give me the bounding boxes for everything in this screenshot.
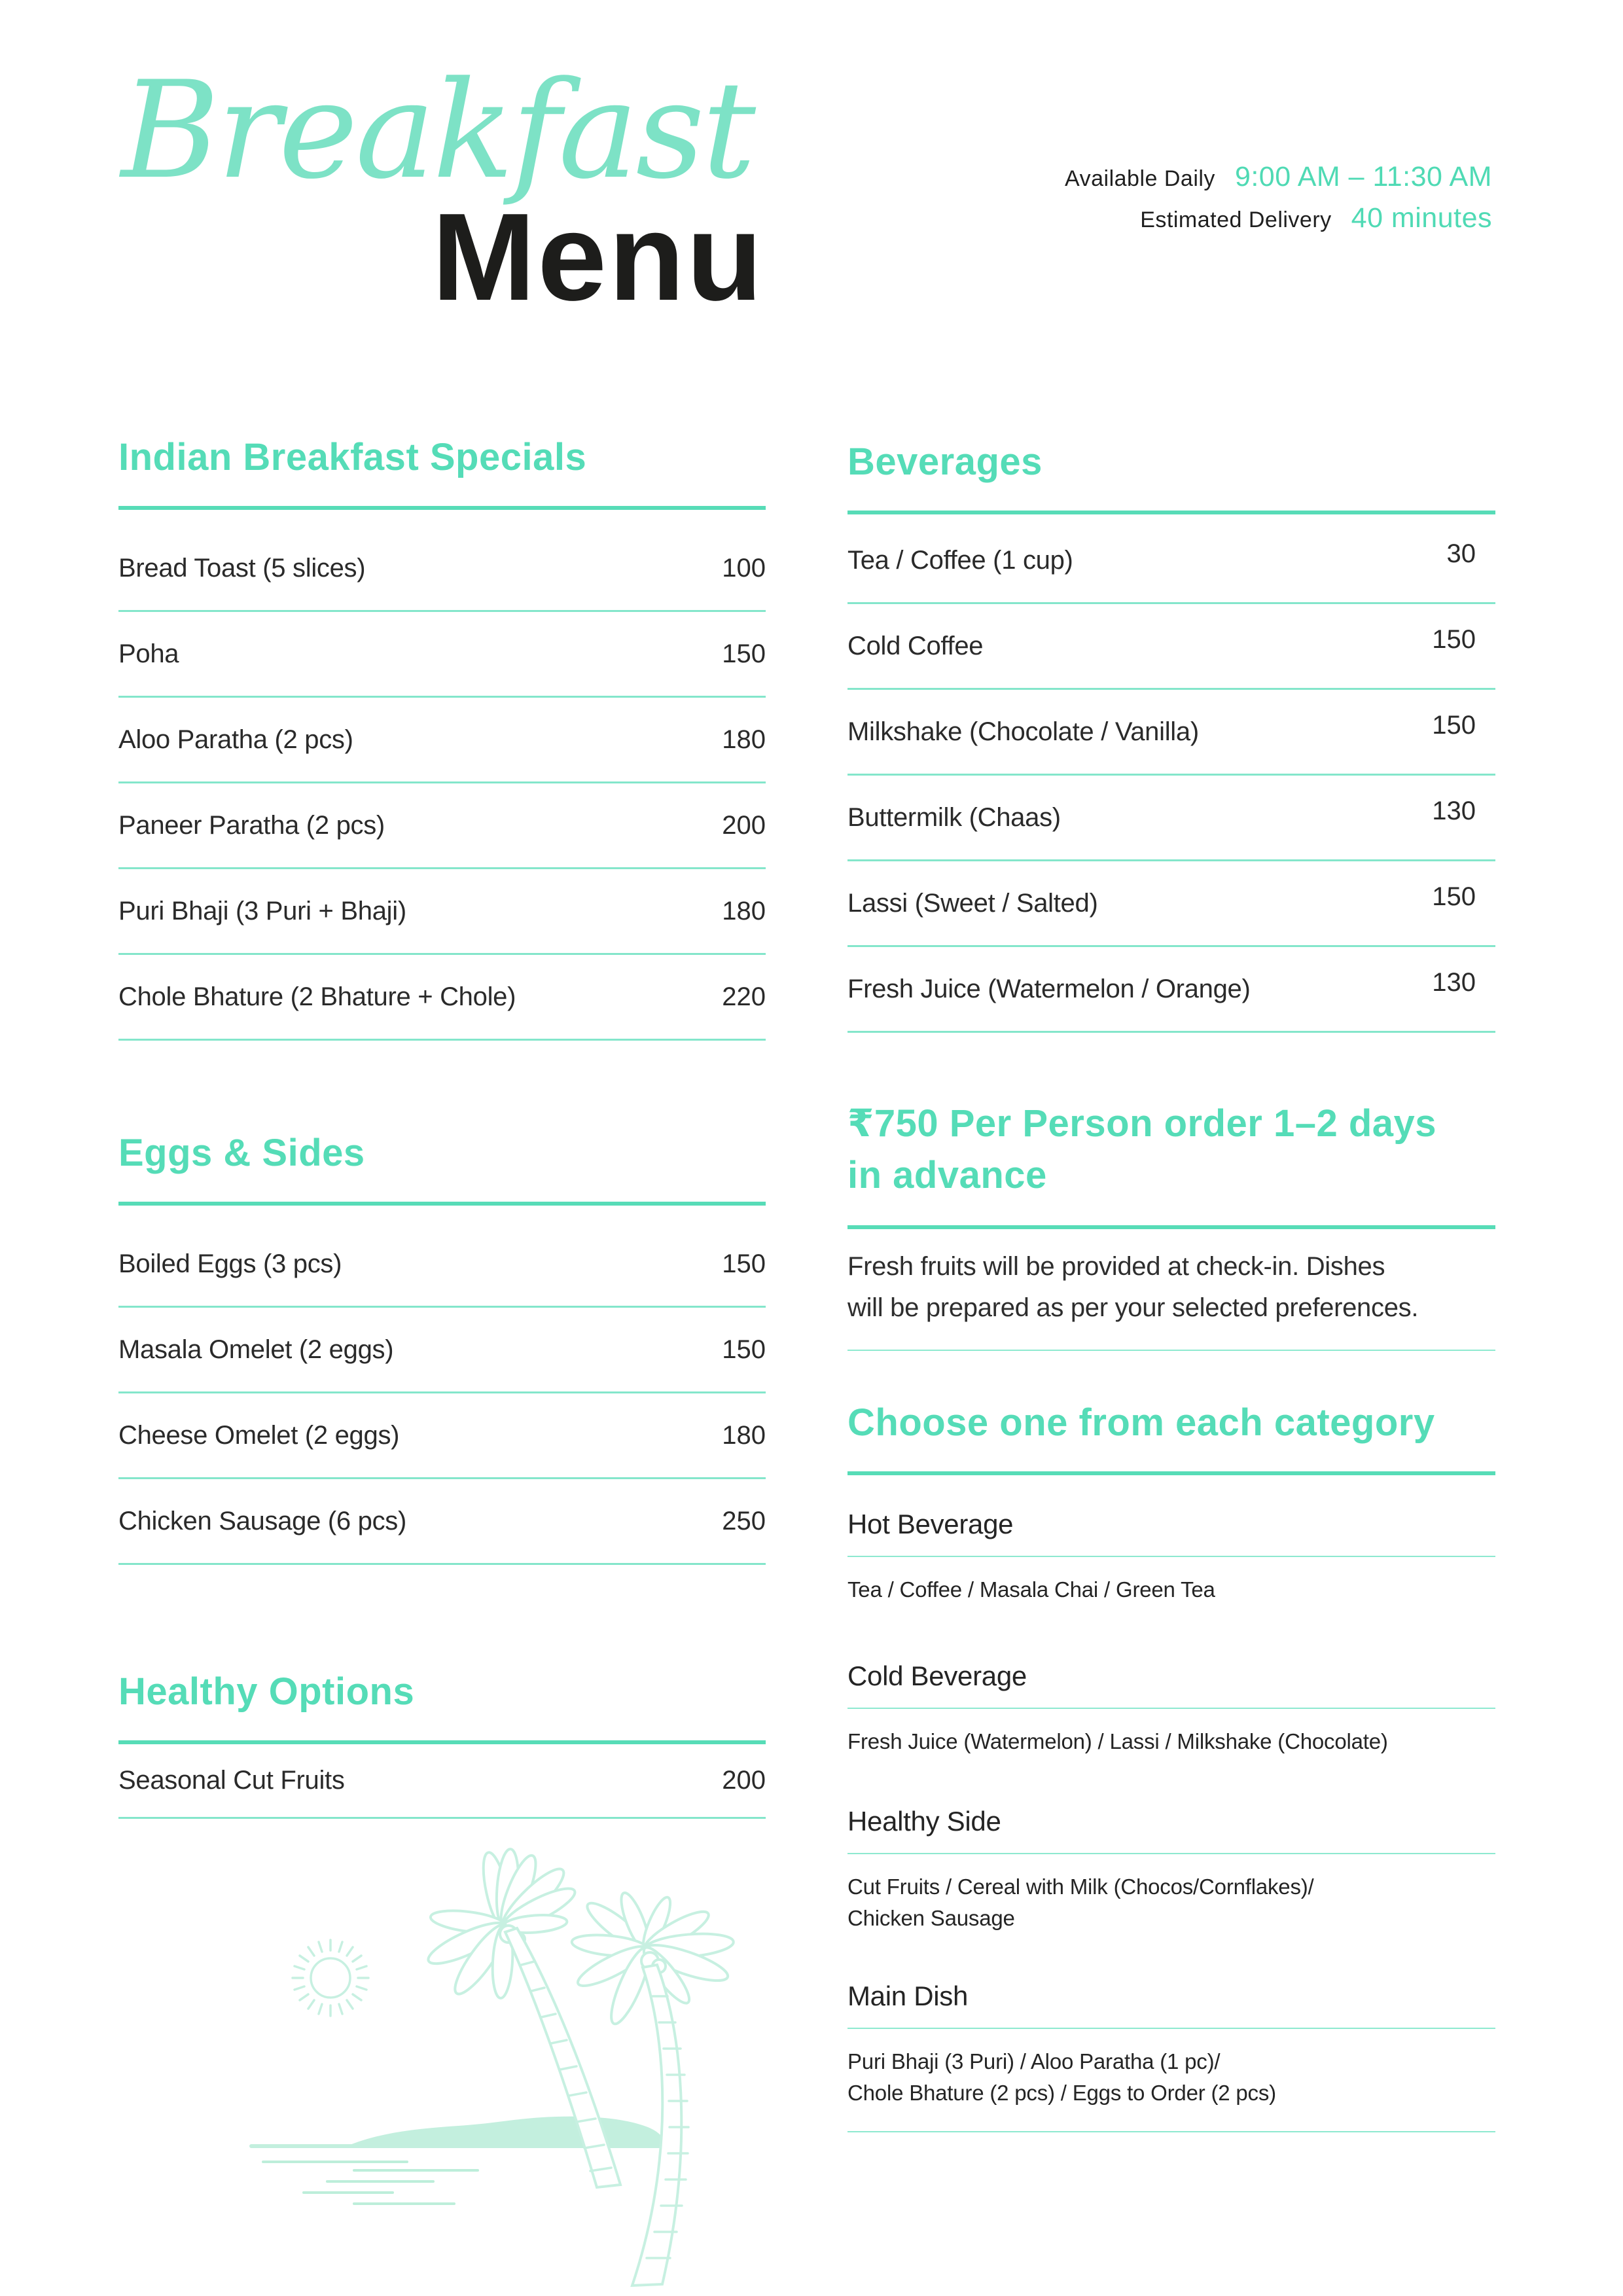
package-title: [847, 1098, 1495, 1201]
menu-item-list: [118, 1206, 766, 1565]
section-eggs-and-sides: [118, 1130, 766, 1565]
item-price: 30: [1446, 539, 1476, 568]
item-price: 150: [722, 1335, 766, 1364]
menu-item: [118, 955, 766, 1041]
water-lines: [263, 2162, 478, 2204]
item-price: 130: [1432, 967, 1476, 997]
item-price: 150: [722, 639, 766, 668]
package-title-line: ₹750 Per Person order 1–2 days: [847, 1102, 1437, 1145]
item-name: Puri Bhaji (3 Puri + Bhaji): [118, 896, 406, 925]
item-price: 150: [1432, 624, 1476, 654]
category-underline: [847, 1708, 1495, 1709]
menu-item: [847, 604, 1495, 690]
availability-row: [1065, 161, 1492, 193]
item-price: 200: [722, 1766, 766, 1795]
category-underline: [847, 1853, 1495, 1854]
category-healthy-side: [847, 1804, 1495, 1934]
item-name: Seasonal Cut Fruits: [118, 1766, 345, 1795]
menu-item-list: [118, 1744, 766, 1819]
palm-tree-right-icon: [571, 1890, 734, 2286]
section-title: Choose one from each category: [847, 1401, 1435, 1444]
section-beverages: [847, 439, 1495, 1033]
section-healthy-options: [118, 1668, 766, 1819]
menu-item: [847, 690, 1495, 776]
delivery-row: [1065, 202, 1492, 234]
section-underline: [847, 1471, 1495, 1475]
item-price: 150: [722, 1249, 766, 1278]
category-options-line: Fresh Juice (Watermelon) / Lassi / Milkshake (Chocolate): [847, 1729, 1388, 1753]
item-price: 250: [722, 1506, 766, 1535]
menu-item-list: [847, 514, 1495, 1033]
section-title: Eggs & Sides: [118, 1132, 365, 1174]
menu-item: [847, 947, 1495, 1033]
delivery-value: 40 minutes: [1351, 202, 1492, 234]
section-title: Indian Breakfast Specials: [118, 436, 587, 478]
menu-item: [118, 1393, 766, 1479]
category-underline: [847, 1556, 1495, 1557]
menu-main-title: Menu: [432, 188, 765, 327]
menu-item: [847, 861, 1495, 947]
menu-item-list: [118, 510, 766, 1041]
item-price: 180: [722, 896, 766, 925]
category-hot-beverage: [847, 1507, 1495, 1605]
menu-item: [118, 612, 766, 698]
category-label: Hot Beverage: [847, 1509, 1014, 1539]
category-options: [847, 1871, 1495, 1934]
category-options-line: Chicken Sausage: [847, 1906, 1015, 1930]
delivery-label: Estimated Delivery: [1140, 207, 1332, 232]
item-price: 150: [1432, 710, 1476, 740]
category-options-line: Cut Fruits / Cereal with Milk (Chocos/Cornflakes)/: [847, 1874, 1314, 1899]
category-label: Cold Beverage: [847, 1660, 1027, 1691]
item-price: 220: [722, 982, 766, 1011]
item-name: Milkshake (Chocolate / Vanilla): [847, 717, 1199, 746]
menu-script-title: Breakfast: [121, 53, 754, 209]
category-underline: [847, 2028, 1495, 2029]
package-title-line: in advance: [847, 1154, 1047, 1196]
category-label: Healthy Side: [847, 1806, 1001, 1837]
menu-item: [118, 783, 766, 869]
item-name: Chole Bhature (2 Bhature + Chole): [118, 982, 516, 1011]
availability-label: Available Daily: [1065, 166, 1215, 191]
menu-item: [118, 1744, 766, 1819]
item-price: 180: [722, 725, 766, 754]
menu-item: [847, 518, 1495, 604]
category-options: [847, 1574, 1495, 1605]
section-indian-breakfast-specials: [118, 434, 766, 1041]
section-choose-category: [847, 1399, 1495, 1475]
availability-value: 9:00 AM – 11:30 AM: [1234, 161, 1492, 192]
item-name: Bread Toast (5 slices): [118, 553, 366, 583]
item-name: Lassi (Sweet / Salted): [847, 888, 1098, 918]
availability-info: [1065, 161, 1492, 234]
bottom-divider: [847, 2131, 1495, 2132]
item-price: 100: [722, 553, 766, 583]
item-price: 200: [722, 810, 766, 840]
item-name: Fresh Juice (Watermelon / Orange): [847, 974, 1251, 1003]
category-options-line: Puri Bhaji (3 Puri) / Aloo Paratha (1 pc)/: [847, 2049, 1221, 2073]
package-note: [847, 1246, 1495, 1329]
menu-item: [118, 526, 766, 612]
category-options: [847, 2046, 1495, 2109]
item-name: Paneer Paratha (2 pcs): [118, 810, 385, 840]
item-name: Aloo Paratha (2 pcs): [118, 725, 353, 754]
menu-item: [118, 1308, 766, 1393]
menu-item: [118, 1222, 766, 1308]
package-note-line: will be prepared as per your selected preferences.: [847, 1293, 1419, 1322]
section-underline: [847, 1225, 1495, 1229]
section-title: Healthy Options: [118, 1670, 415, 1713]
package-note-line: Fresh fruits will be provided at check-in. Dishes: [847, 1252, 1385, 1281]
category-cold-beverage: [847, 1659, 1495, 1757]
category-options-line: Chole Bhature (2 pcs) / Eggs to Order (2 pcs): [847, 2081, 1276, 2105]
category-label: Main Dish: [847, 1981, 969, 2011]
section-per-person-package: [847, 1098, 1495, 1351]
menu-item: [118, 698, 766, 783]
item-name: Poha: [118, 639, 179, 668]
category-main-dish: [847, 1979, 1495, 2109]
category-options: [847, 1726, 1495, 1757]
item-name: Buttermilk (Chaas): [847, 802, 1061, 832]
item-name: Boiled Eggs (3 pcs): [118, 1249, 342, 1278]
item-name: Cold Coffee: [847, 631, 984, 660]
package-divider: [847, 1350, 1495, 1351]
category-options-line: Tea / Coffee / Masala Chai / Green Tea: [847, 1577, 1215, 1602]
item-price: 180: [722, 1420, 766, 1450]
item-name: Chicken Sausage (6 pcs): [118, 1506, 406, 1535]
item-price: 130: [1432, 796, 1476, 825]
menu-item: [118, 1479, 766, 1565]
item-name: Masala Omelet (2 eggs): [118, 1335, 394, 1364]
item-name: Tea / Coffee (1 cup): [847, 545, 1073, 575]
item-name: Cheese Omelet (2 eggs): [118, 1420, 400, 1450]
menu-item: [118, 869, 766, 955]
item-price: 150: [1432, 882, 1476, 911]
sun-icon: [293, 1940, 368, 2016]
section-title: Beverages: [847, 440, 1043, 483]
menu-item: [847, 776, 1495, 861]
